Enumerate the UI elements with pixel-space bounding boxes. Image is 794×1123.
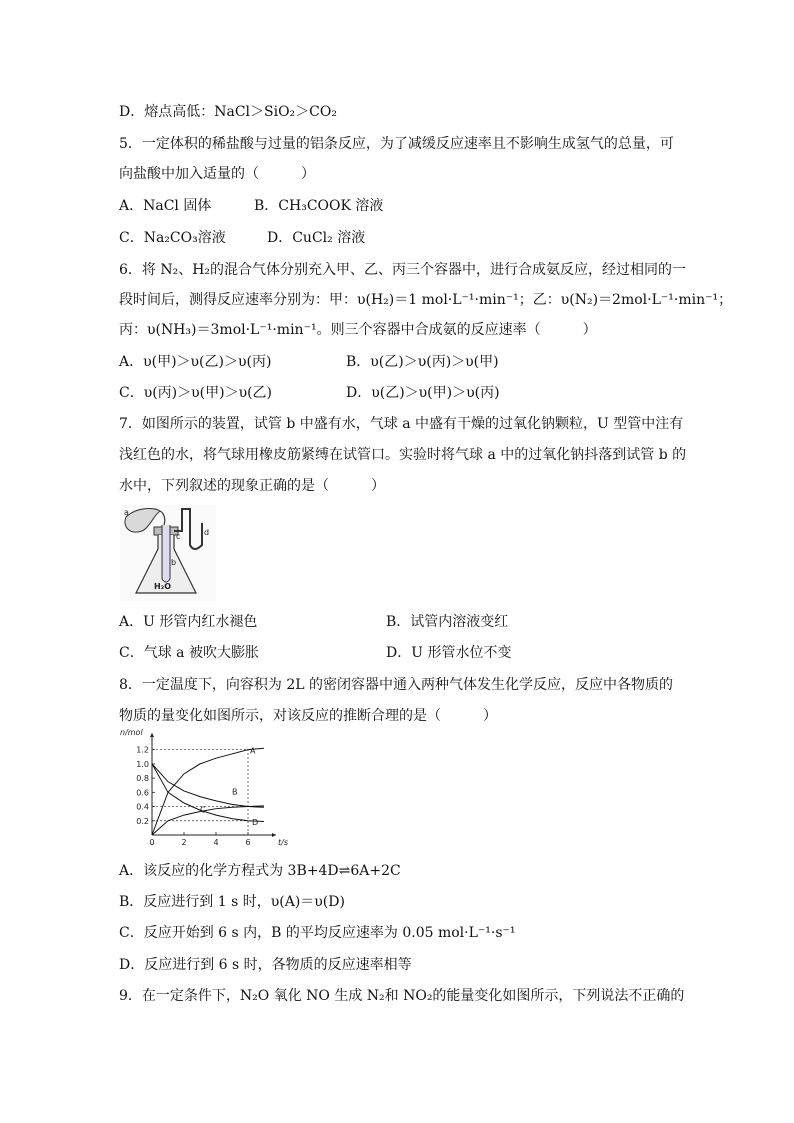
series-label-C: C: [200, 805, 206, 815]
label-a: a: [124, 508, 129, 517]
q7-option-d: D．U 形管水位不变: [386, 645, 512, 661]
x-tick-label: 0: [149, 838, 155, 847]
x-tick-label: 6: [245, 838, 251, 847]
y-tick-label: 1.2: [136, 745, 149, 755]
label-c: c: [176, 532, 181, 541]
q8-option-a: A．该反应的化学方程式为 3B+4D⇌6A+2C: [119, 863, 401, 879]
y-axis-label: n/mol: [120, 728, 143, 737]
y-tick-label: 0.4: [136, 802, 149, 812]
series-label-D: D: [252, 817, 259, 827]
x-tick-label: 2: [181, 838, 187, 847]
q8-option-c: C．反应开始到 6 s 内，B 的平均反应速率为 0.05 mol·L⁻¹·s⁻¹: [119, 925, 516, 941]
q6-stem-line3: 丙：υ(NH₃)＝3mol·L⁻¹·min⁻¹。则三个容器中合成氨的反应速率（ ）: [119, 322, 597, 338]
q6-stem-line1: 6．将 N₂、H₂的混合气体分别充入甲、乙、丙三个容器中，进行合成氨反应，经过相同的一: [119, 262, 687, 278]
q5-option-a: A．NaCl 固体: [119, 198, 212, 214]
series-label-A: A: [250, 746, 256, 756]
label-water: H₂O: [154, 582, 171, 591]
mole-vs-time-chart: [118, 728, 288, 853]
q5-option-d: D．CuCl₂ 溶液: [267, 230, 366, 246]
y-tick-label: 0.6: [136, 788, 149, 798]
q7-option-c: C．气球 a 被吹大膨胀: [119, 645, 259, 661]
x-tick-label: 4: [213, 838, 219, 847]
y-tick-label: 0.8: [136, 774, 149, 784]
y-tick-label: 1.0: [136, 759, 149, 769]
q4-option-d: D．熔点高低：NaCl＞SiO₂＞CO₂: [119, 104, 337, 120]
q8-option-b: B．反应进行到 1 s 时，υ(A)＝υ(D): [119, 894, 345, 910]
q6-option-d: D．υ(乙)＞υ(甲)＞υ(丙): [346, 385, 500, 401]
q5-option-c: C．Na₂CO₃溶液: [119, 230, 226, 246]
series-line-D: [152, 764, 264, 822]
label-b: b: [171, 558, 177, 567]
x-axis-arrow: [272, 833, 276, 837]
q7-option-b: B．试管内溶液变红: [386, 614, 509, 630]
x-axis-label: t/s: [278, 838, 288, 847]
q5-stem-line2: 向盐酸中加入适量的（ ）: [119, 166, 315, 182]
q6-stem-line2: 段时间后，测得反应速率分别为：甲：υ(H₂)＝1 mol·L⁻¹·min⁻¹；乙：υ(N₂)＝2mol·L⁻¹·min⁻¹；: [119, 292, 733, 308]
q7-stem-line2: 浅红色的水，将气球用橡皮筋紧缚在试管口。实验时将气球 a 中的过氧化钠抖落到试管 b 的: [119, 447, 687, 463]
series-line-A: [152, 748, 264, 835]
apparatus-figure: [120, 505, 216, 601]
q9-stem-line1: 9．在一定条件下，N₂O 氧化 NO 生成 N₂和 NO₂的能量变化如图所示，下列说法不正确的: [119, 988, 685, 1004]
q5-option-b: B．CH₃COOK 溶液: [254, 198, 384, 214]
q6-option-b: B．υ(乙)＞υ(丙)＞υ(甲): [346, 354, 499, 370]
y-tick-label: 0.2: [136, 816, 149, 826]
y-axis-arrow: [150, 733, 154, 737]
q7-option-a: A．U 形管内红水褪色: [119, 614, 258, 630]
test-tube-shape: [162, 525, 170, 582]
label-d: d: [204, 528, 210, 537]
q8-stem-line2: 物质的量变化如图所示，对该反应的推断合理的是（ ）: [119, 708, 497, 724]
series-line-B: [152, 764, 264, 807]
q7-stem-line3: 水中，下列叙述的现象正确的是（ ）: [119, 478, 385, 494]
q8-option-d: D．反应进行到 6 s 时，各物质的反应速率相等: [119, 957, 412, 973]
q8-stem-line1: 8．一定温度下，向容积为 2L 的密闭容器中通入两种气体发生化学反应，反应中各物质的: [119, 677, 674, 693]
series-label-B: B: [232, 787, 238, 797]
q5-stem-line1: 5．一定体积的稀盐酸与过量的铝条反应，为了减缓反应速率且不影响生成氢气的总量，可: [119, 136, 674, 152]
q6-option-a: A．υ(甲)＞υ(乙)＞υ(丙): [119, 354, 272, 370]
q7-stem-line1: 7．如图所示的装置，试管 b 中盛有水，气球 a 中盛有干燥的过氧化钠颗粒，U 型管中注有: [119, 416, 684, 432]
q6-option-c: C．υ(丙)＞υ(甲)＞υ(乙): [119, 385, 273, 401]
